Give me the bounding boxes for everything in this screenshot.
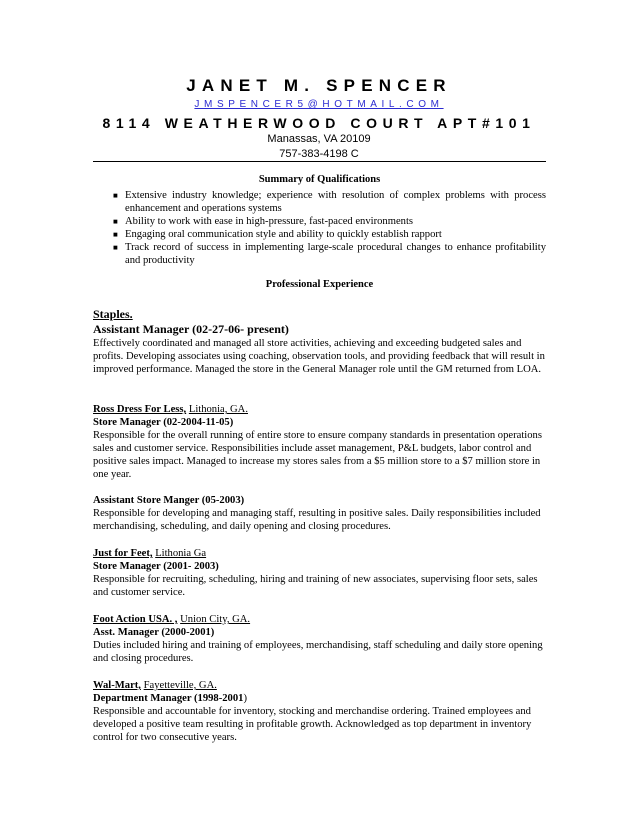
applicant-name: JANET M. SPENCER: [186, 76, 452, 95]
company-location: Lithonia Ga: [155, 548, 207, 559]
company-name: Just for Feet,: [93, 548, 153, 559]
job-description: Duties included hiring and training of employees, merchandising, staff scheduling and daily store opening and closing procedures.: [93, 640, 543, 664]
summary-item: ■ Ability to work with ease in high-pressure, fast-paced environments: [113, 216, 414, 227]
job-role: Assistant Store Manger (05-2003): [93, 495, 245, 506]
job-role: Assistant Manager (02-27-06- present): [93, 322, 289, 336]
company-name: Foot Action USA. ,: [93, 614, 178, 625]
square-bullet-icon: ■: [113, 230, 118, 239]
job-entry-ross: [93, 403, 549, 481]
job-entry-just-for-feet: [93, 547, 549, 599]
job-description: Responsible and accountable for inventory, stocking and merchandise ordering. Trained employees and developed a positive team resulting in profitable growth. Acknowledged as top department in inventory control for two consecutive years.: [93, 706, 532, 743]
job-role: Store Manager (02-2004-11-05): [93, 417, 234, 428]
company-location: Fayetteville, GA.: [143, 680, 217, 691]
email-text[interactable]: JMSPENCER5@HOTMAIL.COM: [194, 99, 444, 110]
job-entry-staples: [93, 307, 549, 376]
company-name: Staples.: [93, 307, 133, 321]
header-divider: [93, 161, 546, 162]
city-line: Manassas, VA 20109: [267, 133, 371, 145]
job-description: Responsible for developing and managing staff, resulting in positive sales. Daily responsibilities included merchandising, scheduling, and daily opening and closing procedures.: [93, 508, 541, 532]
summary-title: Summary of Qualifications: [258, 174, 381, 185]
street-address: 8114 WEATHERWOOD COURT APT#101: [102, 115, 536, 131]
summary-item: ■ Track record of success in implementing large-scale procedural changes to enhance profitability and productivity: [113, 242, 546, 266]
job-description: Effectively coordinated and managed all store activities, achieving and exceeding budgeted sales and profits. Developing associates using coaching, observation tools, and providing feedback that will result in improved performance. Managed the store in the General Manager role until the GM returned from LOA.: [93, 338, 545, 375]
square-bullet-icon: ■: [113, 217, 118, 226]
square-bullet-icon: ■: [113, 191, 118, 200]
job-role-suffix: ): [243, 693, 247, 704]
company-name: Ross Dress For Less,: [93, 404, 187, 415]
job-entry-walmart: [93, 679, 549, 744]
company-location: Lithonia, GA.: [188, 404, 248, 415]
job-role: Store Manager (2001- 2003): [93, 561, 219, 572]
job-description: Responsible for recruiting, scheduling, hiring and training of new associates, supervising floor sets, sales and customer service.: [93, 574, 538, 598]
job-role: Asst. Manager (2000-2001): [93, 627, 215, 638]
summary-item: ■ Extensive industry knowledge; experience with resolution of complex problems with process enhancement and operations systems: [113, 190, 546, 214]
summary-list: [93, 189, 546, 267]
job-entry-ross-assistant: [93, 494, 549, 533]
square-bullet-icon: ■: [113, 243, 118, 252]
summary-item: ■ Engaging oral communication style and ability to quickly establish rapport: [113, 229, 442, 240]
company-name: Wal-Mart,: [93, 680, 141, 691]
phone-line: 757-383-4198 C: [279, 148, 359, 160]
job-entry-foot-action: [93, 613, 549, 665]
job-role: Department Manager (1998-2001: [93, 693, 244, 704]
company-location: Union City, GA.: [180, 614, 251, 625]
email-link[interactable]: [0, 99, 638, 110]
experience-title: Professional Experience: [265, 279, 374, 290]
job-description: Responsible for the overall running of entire store to ensure company standards in presentation operations sales and customer service. Responsibilities include asset management, P&L budgets, labor control and positive sales impact. Managed to increase my stores sales from a $5 million store to a $7 million store in one year.: [93, 430, 542, 480]
